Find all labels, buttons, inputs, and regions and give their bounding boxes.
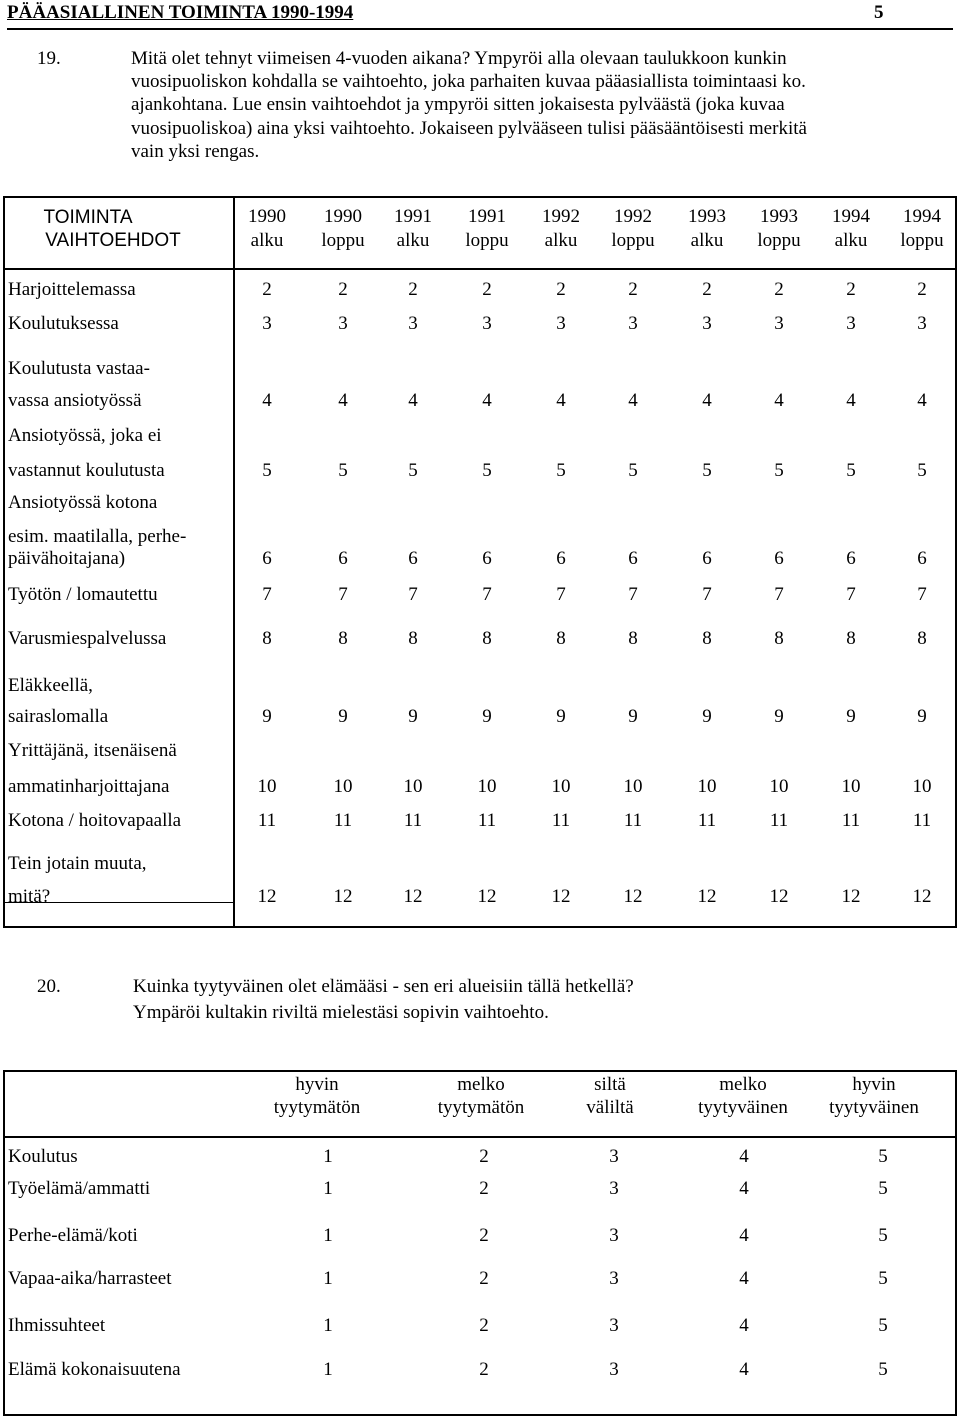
answer-option: 6: [917, 548, 927, 569]
answer-option: 4: [556, 390, 566, 411]
answer-option: 1: [323, 1359, 333, 1380]
answer-option: 12: [841, 886, 861, 907]
answer-option: 3: [609, 1178, 619, 1199]
answer-option: 6: [482, 548, 492, 569]
column-header-period: loppu: [611, 230, 655, 251]
answer-option: 4: [739, 1225, 749, 1246]
answer-option: 11: [477, 810, 497, 831]
answer-option: 3: [628, 313, 638, 334]
row-label: Kotona / hoitovapaalla: [8, 810, 182, 831]
answer-option: 4: [846, 390, 856, 411]
answer-option: 2: [774, 279, 784, 300]
answer-option: 3: [338, 313, 348, 334]
answer-option: 12: [769, 886, 789, 907]
answer-option: 11: [333, 810, 353, 831]
answer-option: 7: [338, 584, 348, 605]
answer-option: 6: [262, 548, 272, 569]
answer-option: 4: [739, 1359, 749, 1380]
answer-option: 9: [846, 706, 856, 727]
corner-header-line: TOIMINTA: [43, 207, 133, 228]
answer-option: 8: [702, 628, 712, 649]
answer-option: 4: [262, 390, 272, 411]
row-label: Tein jotain muuta,: [8, 853, 147, 874]
answer-option: 4: [917, 390, 927, 411]
column-header-line2: tyytyväinen: [698, 1097, 788, 1118]
answer-option: 5: [878, 1315, 888, 1336]
column-header-year: 1992: [614, 206, 652, 227]
answer-option: 2: [702, 279, 712, 300]
answer-option: 3: [408, 313, 418, 334]
answer-option: 4: [482, 390, 492, 411]
answer-option: 9: [482, 706, 492, 727]
answer-option: 8: [408, 628, 418, 649]
answer-option: 5: [917, 460, 927, 481]
answer-option: 5: [556, 460, 566, 481]
row-label: esim. maatilalla, perhe-: [8, 526, 187, 547]
answer-option: 12: [912, 886, 932, 907]
row-label: vassa ansiotyössä: [8, 390, 142, 411]
answer-option: 5: [878, 1268, 888, 1289]
row-label: ammatinharjoittajana: [8, 776, 170, 797]
answer-option: 12: [477, 886, 497, 907]
answer-option: 3: [609, 1268, 619, 1289]
answer-option: 8: [482, 628, 492, 649]
column-header-year: 1994: [832, 206, 870, 227]
answer-option: 5: [262, 460, 272, 481]
column-header-line1: melko: [457, 1074, 505, 1095]
column-header-line2: tyytymätön: [437, 1097, 525, 1118]
answer-option: 4: [739, 1315, 749, 1336]
column-header-line2: väliltä: [586, 1097, 634, 1118]
answer-option: 8: [846, 628, 856, 649]
column-header-period: loppu: [757, 230, 801, 251]
header-divider: [3, 1136, 957, 1138]
row-label: Yrittäjänä, itsenäisenä: [8, 740, 177, 761]
column-header-year: 1991: [394, 206, 432, 227]
answer-option: 4: [739, 1268, 749, 1289]
answer-option: 2: [408, 279, 418, 300]
header-rule: [7, 28, 953, 30]
answer-option: 3: [774, 313, 784, 334]
answer-option: 2: [482, 279, 492, 300]
answer-option: 11: [769, 810, 789, 831]
answer-option: 3: [262, 313, 272, 334]
answer-option: 3: [556, 313, 566, 334]
answer-option: 8: [556, 628, 566, 649]
answer-option: 3: [846, 313, 856, 334]
answer-option: 5: [338, 460, 348, 481]
answer-option: 5: [702, 460, 712, 481]
answer-option: 3: [482, 313, 492, 334]
row-label: Ansiotyössä kotona: [8, 492, 158, 513]
answer-option: 2: [479, 1178, 489, 1199]
question-20-line: Ympäröi kultakin riviltä mielestäsi sopivin vaihtoehto.: [133, 1002, 549, 1023]
answer-option: 7: [408, 584, 418, 605]
row-label: Elämä kokonaisuutena: [8, 1359, 181, 1380]
answer-option: 2: [556, 279, 566, 300]
answer-option: 4: [702, 390, 712, 411]
answer-option: 6: [846, 548, 856, 569]
row-label: Ansiotyössä, joka ei: [8, 425, 162, 446]
label-column-divider: [233, 196, 235, 928]
answer-option: 6: [556, 548, 566, 569]
answer-option: 10: [841, 776, 861, 797]
answer-option: 2: [479, 1359, 489, 1380]
answer-option: 10: [257, 776, 277, 797]
answer-option: 10: [333, 776, 353, 797]
column-header-year: 1992: [542, 206, 580, 227]
row-label: Koulutus: [8, 1146, 78, 1167]
answer-option: 4: [628, 390, 638, 411]
answer-option: 9: [917, 706, 927, 727]
answer-option: 12: [333, 886, 353, 907]
question-19-line: vuosipuoliskoa) aina yksi vaihtoehto. Jokaiseen pylvääseen tulisi pääsääntöisesti merkitä: [131, 118, 807, 139]
answer-option: 4: [739, 1178, 749, 1199]
answer-option: 1: [323, 1225, 333, 1246]
answer-option: 7: [917, 584, 927, 605]
column-header-year: 1993: [760, 206, 798, 227]
answer-option: 2: [338, 279, 348, 300]
row-label: mitä?: [8, 886, 51, 907]
answer-option: 8: [917, 628, 927, 649]
answer-option: 8: [774, 628, 784, 649]
answer-option: 4: [338, 390, 348, 411]
row-label: Ihmissuhteet: [8, 1315, 106, 1336]
answer-option: 10: [477, 776, 497, 797]
answer-option: 10: [769, 776, 789, 797]
answer-option: 11: [257, 810, 277, 831]
row-label: Varusmiespalvelussa: [8, 628, 167, 649]
column-header-year: 1990: [248, 206, 286, 227]
answer-option: 11: [551, 810, 571, 831]
answer-option: 5: [408, 460, 418, 481]
answer-option: 9: [338, 706, 348, 727]
answer-option: 10: [623, 776, 643, 797]
column-header-period: alku: [690, 230, 724, 251]
answer-option: 5: [878, 1146, 888, 1167]
question-20-number: 20.: [37, 976, 61, 997]
column-header-line2: tyytymätön: [273, 1097, 361, 1118]
answer-option: 4: [774, 390, 784, 411]
answer-option: 5: [482, 460, 492, 481]
row-label: Harjoittelemassa: [8, 279, 136, 300]
answer-option: 5: [774, 460, 784, 481]
answer-option: 7: [702, 584, 712, 605]
column-header-period: loppu: [465, 230, 509, 251]
answer-option: 9: [774, 706, 784, 727]
answer-option: 2: [479, 1146, 489, 1167]
answer-option: 10: [403, 776, 423, 797]
answer-option: 5: [878, 1225, 888, 1246]
answer-option: 6: [774, 548, 784, 569]
question-19-line: ajankohtana. Lue ensin vaihtoehdot ja ympyröi sitten jokaisesta pylväästä (joka kuvaa: [131, 94, 785, 115]
answer-option: 11: [912, 810, 932, 831]
answer-option: 12: [403, 886, 423, 907]
answer-option: 7: [482, 584, 492, 605]
answer-option: 8: [628, 628, 638, 649]
column-header-year: 1993: [688, 206, 726, 227]
row-label: sairaslomalla: [8, 706, 109, 727]
answer-option: 3: [609, 1359, 619, 1380]
answer-option: 1: [323, 1146, 333, 1167]
answer-option: 6: [338, 548, 348, 569]
row-label: Perhe-elämä/koti: [8, 1225, 138, 1246]
answer-option: 11: [697, 810, 717, 831]
answer-option: 9: [628, 706, 638, 727]
row-label: päivähoitajana): [8, 548, 126, 569]
row-label: Eläkkeellä,: [8, 675, 93, 696]
answer-option: 5: [878, 1178, 888, 1199]
column-header-year: 1994: [903, 206, 941, 227]
answer-option: 2: [628, 279, 638, 300]
answer-option: 3: [702, 313, 712, 334]
column-header-line1: hyvin: [295, 1074, 339, 1095]
answer-option: 12: [623, 886, 643, 907]
answer-option: 3: [609, 1225, 619, 1246]
row-label: Työtön / lomautettu: [8, 584, 158, 605]
answer-option: 7: [774, 584, 784, 605]
answer-option: 5: [628, 460, 638, 481]
answer-option: 12: [697, 886, 717, 907]
answer-option: 2: [479, 1225, 489, 1246]
column-header-line1: hyvin: [852, 1074, 896, 1095]
question-19-line: vain yksi rengas.: [131, 141, 260, 162]
column-header-year: 1990: [324, 206, 362, 227]
question-20-line: Kuinka tyytyväinen olet elämääsi - sen eri alueisiin tällä hetkellä?: [133, 976, 634, 997]
answer-option: 10: [912, 776, 932, 797]
answer-option: 5: [878, 1359, 888, 1380]
answer-option: 3: [609, 1315, 619, 1336]
column-header-period: loppu: [321, 230, 365, 251]
column-header-period: alku: [834, 230, 868, 251]
answer-option: 11: [841, 810, 861, 831]
answer-option: 3: [917, 313, 927, 334]
answer-option: 7: [262, 584, 272, 605]
answer-option: 9: [702, 706, 712, 727]
answer-option: 8: [338, 628, 348, 649]
answer-option: 2: [479, 1268, 489, 1289]
column-header-period: loppu: [900, 230, 944, 251]
column-header-line1: melko: [719, 1074, 767, 1095]
answer-option: 1: [323, 1315, 333, 1336]
row-label: Koulutuksessa: [8, 313, 119, 334]
answer-option: 1: [323, 1178, 333, 1199]
answer-option: 1: [323, 1268, 333, 1289]
column-header-period: alku: [396, 230, 430, 251]
row-label: vastannut koulutusta: [8, 460, 165, 481]
answer-option: 10: [697, 776, 717, 797]
answer-option: 6: [702, 548, 712, 569]
corner-header-line: VAIHTOEHDOT: [45, 230, 181, 251]
column-header-year: 1991: [468, 206, 506, 227]
answer-option: 9: [408, 706, 418, 727]
answer-option: 9: [556, 706, 566, 727]
answer-option: 7: [846, 584, 856, 605]
column-header-line2: tyytyväinen: [829, 1097, 919, 1118]
answer-option: 2: [917, 279, 927, 300]
answer-option: 4: [408, 390, 418, 411]
row-label: Koulutusta vastaa-: [8, 358, 150, 379]
answer-option: 9: [262, 706, 272, 727]
answer-option: 7: [556, 584, 566, 605]
row-label: Vapaa-aika/harrasteet: [8, 1268, 172, 1289]
answer-option: 4: [739, 1146, 749, 1167]
answer-option: 2: [262, 279, 272, 300]
answer-option: 8: [262, 628, 272, 649]
answer-option: 12: [257, 886, 277, 907]
row-label: Työelämä/ammatti: [8, 1178, 151, 1199]
column-header-period: alku: [250, 230, 284, 251]
header-divider: [3, 268, 957, 270]
answer-option: 11: [403, 810, 423, 831]
answer-option: 11: [623, 810, 643, 831]
answer-option: 7: [628, 584, 638, 605]
answer-option: 5: [846, 460, 856, 481]
answer-option: 3: [609, 1146, 619, 1167]
answer-option: 6: [628, 548, 638, 569]
answer-option: 12: [551, 886, 571, 907]
column-header-period: alku: [544, 230, 578, 251]
column-header-line1: siltä: [594, 1074, 626, 1095]
question-19-number: 19.: [37, 48, 61, 69]
page-number: 5: [874, 2, 884, 23]
answer-option: 2: [846, 279, 856, 300]
answer-option: 6: [408, 548, 418, 569]
page-header-title: PÄÄASIALLINEN TOIMINTA 1990-1994: [7, 2, 354, 23]
answer-option: 10: [551, 776, 571, 797]
question-19-line: Mitä olet tehnyt viimeisen 4-vuoden aikana? Ympyröi alla olevaan taulukkoon kunkin: [131, 48, 787, 69]
answer-option: 2: [479, 1315, 489, 1336]
question-19-line: vuosipuoliskon kohdalla se vaihtoehto, joka parhaiten kuvaa pääasiallista toimintaasi ko.: [131, 71, 806, 92]
